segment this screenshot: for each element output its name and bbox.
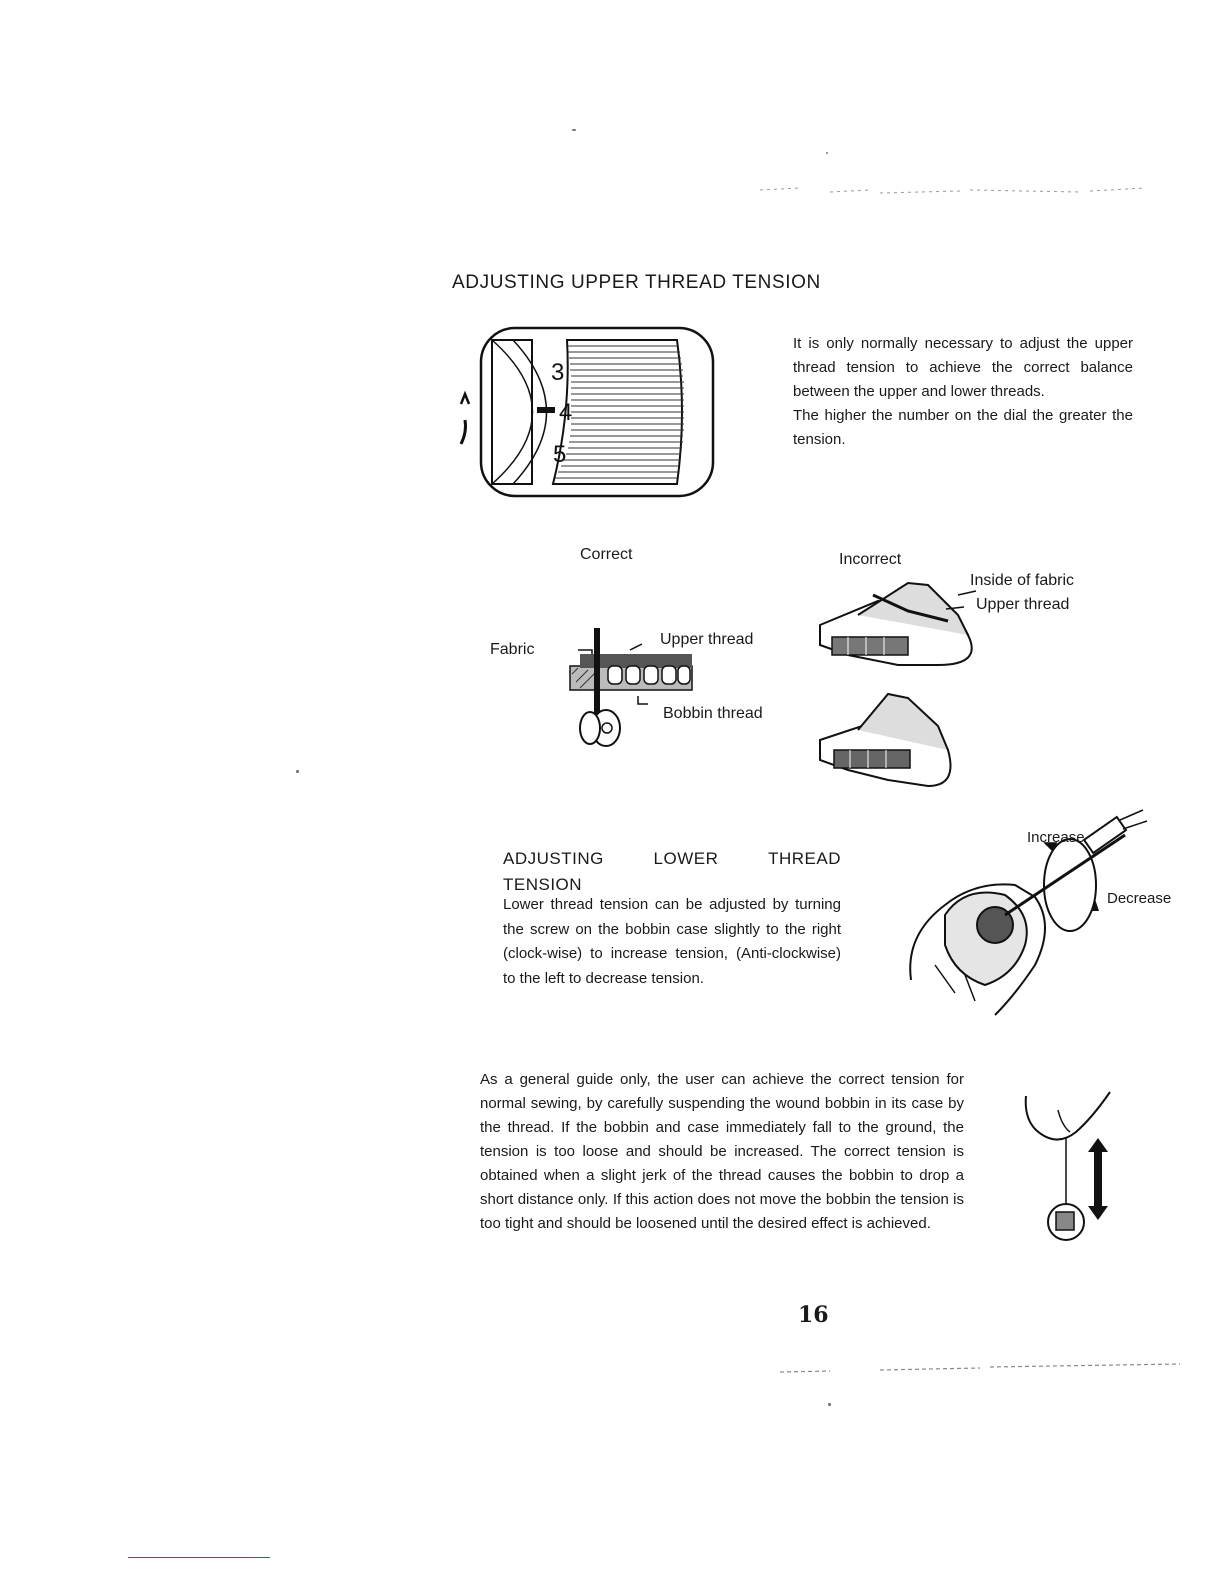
scan-noise-bottom bbox=[0, 1350, 1224, 1390]
scan-speck bbox=[296, 770, 299, 773]
incorrect-upper-thread-label: Upper thread bbox=[976, 596, 1070, 613]
heading-word: LOWER bbox=[653, 849, 719, 868]
fabric-label: Fabric bbox=[490, 641, 535, 658]
scan-noise-top bbox=[0, 0, 1224, 200]
bobbin-thread-label: Bobbin thread bbox=[663, 705, 763, 722]
dial-number: 3 bbox=[551, 359, 565, 386]
paragraph: The higher the number on the dial the greater the tension. bbox=[793, 407, 1133, 448]
tension-guide-text: As a general guide only, the user can achieve the correct tension for normal sewing, by carefully suspending the wound bobbin in its case by the thread. If the bobbin and case immediately fall to the ground, the tension is too loose and should be increased. The correct tension is obtained when a slight jerk of the thread causes the bobbin to drop a short distance only. If this action does not move the bobbin the tension is too tight and should be loosened until the desired effect is achieved. bbox=[480, 1071, 964, 1232]
incorrect-stitch-diagram-2 bbox=[818, 690, 978, 800]
paragraph: It is only normally necessary to adjust the upper thread tension to achieve the correct balance between the upper and lower threads. bbox=[793, 335, 1133, 400]
suspended-bobbin-illustration bbox=[1022, 1088, 1132, 1268]
lower-tension-description: Lower thread tension can be adjusted by turning the screw on the bobbin case slightly to the right (clock-wise) to increase tension, (Anti-clockwise) to the left to decrease tension. bbox=[503, 896, 841, 987]
correct-label: Correct bbox=[580, 546, 633, 563]
page-title: ADJUSTING UPPER THREAD TENSION bbox=[452, 272, 821, 293]
heading-word: ADJUSTING bbox=[503, 849, 604, 868]
heading-word: TENSION bbox=[503, 875, 583, 894]
divider bbox=[128, 1557, 270, 1558]
upper-tension-description bbox=[793, 332, 1133, 452]
bobbin-screwdriver-illustration bbox=[905, 815, 1165, 1025]
tension-dial-illustration bbox=[455, 320, 755, 520]
heading-word: THREAD bbox=[768, 849, 841, 868]
dial-number: 5 bbox=[553, 441, 567, 468]
incorrect-stitch-diagram-1 bbox=[818, 575, 998, 685]
increase-label: Increase bbox=[1027, 829, 1085, 846]
decrease-label: Decrease bbox=[1107, 890, 1172, 907]
upper-thread-label: Upper thread bbox=[660, 631, 754, 648]
inside-of-fabric-label: Inside of fabric bbox=[970, 572, 1075, 589]
page-number: 16 bbox=[798, 1302, 829, 1328]
dial-number: 4 bbox=[559, 399, 573, 426]
correct-stitch-diagram bbox=[570, 622, 710, 752]
lower-tension-heading bbox=[503, 846, 841, 898]
scan-speck bbox=[828, 1403, 831, 1406]
incorrect-label: Incorrect bbox=[839, 551, 902, 568]
